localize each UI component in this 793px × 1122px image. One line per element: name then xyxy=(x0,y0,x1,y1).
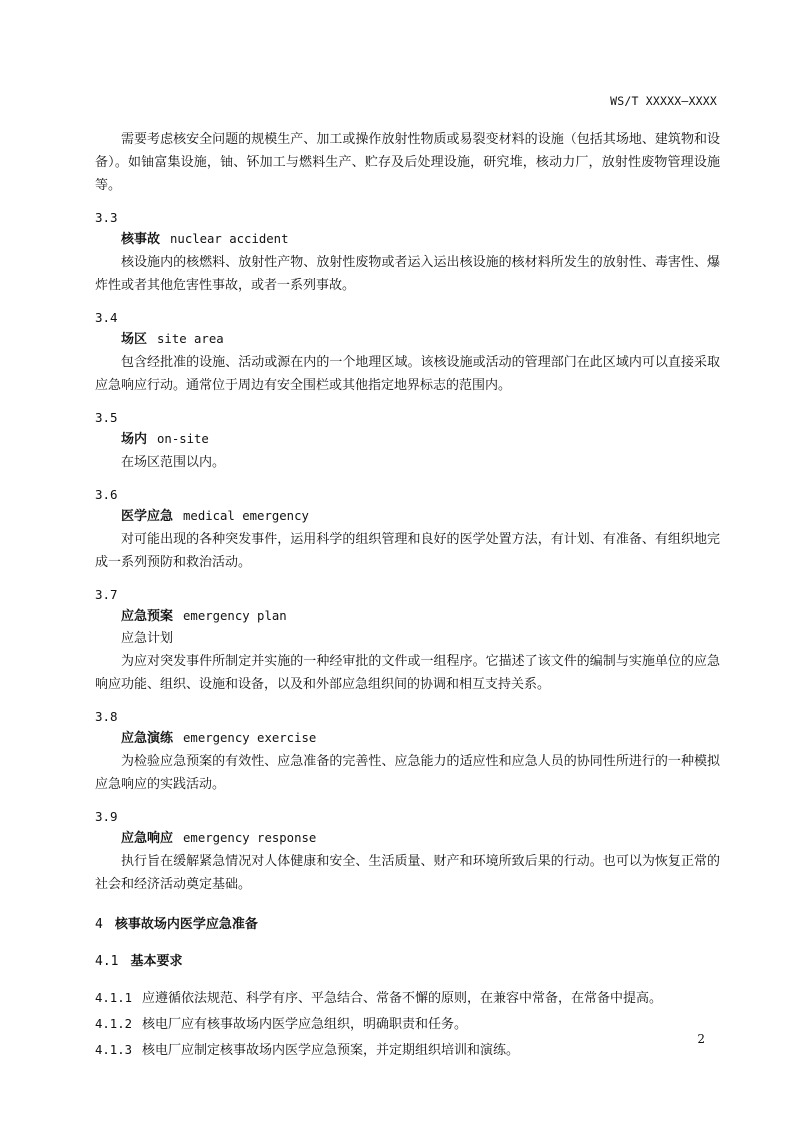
term-chinese: 核事故 xyxy=(121,232,161,247)
item-number: 4.1.3 xyxy=(95,1043,133,1057)
term-entry xyxy=(95,707,720,796)
term-chinese: 应急演练 xyxy=(121,731,174,746)
term-entry xyxy=(95,208,720,297)
section-number: 4 xyxy=(95,917,103,932)
term-definition: 在场区范围以内。 xyxy=(121,455,226,470)
requirements-list xyxy=(95,987,720,1062)
terms-list xyxy=(95,208,720,896)
term-definition: 核设施内的核燃料、放射性产物、放射性废物或者运入运出核设施的核材料所发生的放射性、毒害性、爆炸性或者其他危害性事故，或者一系列事故。 xyxy=(95,255,720,293)
term-english: nuclear accident xyxy=(170,232,289,246)
term-heading xyxy=(95,328,720,351)
term-definition: 为应对突发事件所制定并实施的一种经审批的文件或一组程序。它描述了该文件的编制与实施单位的应急响应功能、组织、设施和设备，以及和外部应急组织间的协调和相互支持关系。 xyxy=(95,654,720,692)
term-english: emergency plan xyxy=(183,609,287,623)
term-heading xyxy=(95,428,720,451)
section-4-1-heading xyxy=(95,951,720,973)
term-entry xyxy=(95,807,720,896)
section-title: 核事故场内医学应急准备 xyxy=(114,917,258,932)
term-heading xyxy=(95,605,720,628)
term-definition: 对可能出现的各种突发事件，运用科学的组织管理和良好的医学处置方法，有计划、有准备、有组织地完成一系列预防和救治活动。 xyxy=(95,532,720,570)
term-alternative: 应急计划 xyxy=(121,631,174,646)
term-definition: 执行旨在缓解紧急情况对人体健康和安全、生活质量、财产和环境所致后果的行动。也可以为恢复正常的社会和经济活动奠定基础。 xyxy=(95,854,720,892)
term-definition: 为检验应急预案的有效性、应急准备的完善性、应急能力的适应性和应急人员的协同性所进行的一种模拟应急响应的实践活动。 xyxy=(95,754,720,792)
item-text: 应遵循依法规范、科学有序、平急结合、常备不懈的原则，在兼容中常备，在常备中提高。 xyxy=(142,991,663,1006)
term-definition: 包含经批准的设施、活动或源在内的一个地理区域。该核设施或活动的管理部门在此区域内可以直接采取应急响应行动。通常位于周边有安全围栏或其他指定地界标志的范围内。 xyxy=(95,355,720,393)
term-english: emergency exercise xyxy=(183,731,317,745)
clause-number: 3.3 xyxy=(95,210,118,225)
section-4-heading xyxy=(95,914,720,936)
term-chinese: 场区 xyxy=(121,332,148,347)
clause-number: 3.9 xyxy=(95,809,118,824)
term-english: emergency response xyxy=(183,831,317,845)
subsection-title: 基本要求 xyxy=(130,954,183,969)
page-number: 2 xyxy=(697,1032,705,1046)
clause-number: 3.7 xyxy=(95,587,118,602)
clause-number: 3.8 xyxy=(95,709,118,724)
page-body xyxy=(95,128,720,1062)
item-text: 核电厂应制定核事故场内医学应急预案，并定期组织培训和演练。 xyxy=(142,1043,520,1058)
intro-paragraph: 需要考虑核安全问题的规模生产、加工或操作放射性物质或易裂变材料的设施（包括其场地、建筑物和设备）。如铀富集设施，铀、钚加工与燃料生产、贮存及后处理设施，研究堆，核动力厂，放射性废物管理设施等。 xyxy=(95,132,720,193)
clause-number: 3.5 xyxy=(95,410,118,425)
term-heading xyxy=(95,727,720,750)
item-number: 4.1.2 xyxy=(95,1017,133,1031)
requirement-item xyxy=(95,1039,720,1062)
subsection-number: 4.1 xyxy=(95,954,119,969)
term-chinese: 医学应急 xyxy=(121,509,174,524)
clause-number: 3.6 xyxy=(95,487,118,502)
term-heading xyxy=(95,505,720,528)
document-code-header: WS/T XXXXX—XXXX xyxy=(610,94,717,108)
term-english: site area xyxy=(157,332,224,346)
clause-number: 3.4 xyxy=(95,310,118,325)
term-chinese: 场内 xyxy=(121,432,148,447)
item-number: 4.1.1 xyxy=(95,991,133,1005)
term-english: medical emergency xyxy=(183,509,309,523)
term-entry xyxy=(95,585,720,696)
term-entry xyxy=(95,408,720,474)
term-chinese: 应急预案 xyxy=(121,609,174,624)
item-text: 核电厂应有核事故场内医学应急组织，明确职责和任务。 xyxy=(142,1017,468,1032)
term-english: on-site xyxy=(157,432,209,446)
term-chinese: 应急响应 xyxy=(121,831,174,846)
term-heading xyxy=(95,228,720,251)
requirement-item xyxy=(95,987,720,1010)
requirement-item xyxy=(95,1013,720,1036)
term-entry xyxy=(95,308,720,397)
term-heading xyxy=(95,827,720,850)
term-entry xyxy=(95,485,720,574)
